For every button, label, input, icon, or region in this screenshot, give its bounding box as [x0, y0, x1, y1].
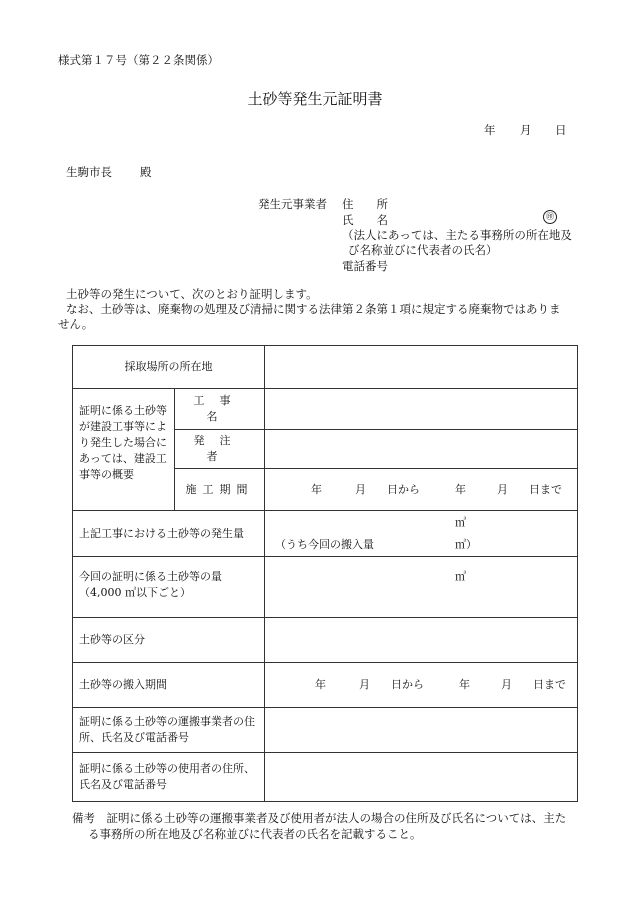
- delivery-period-end-year: 年: [459, 678, 470, 691]
- collection-site-field[interactable]: [265, 346, 578, 389]
- date-year: 年: [484, 123, 496, 137]
- generated-amount-field[interactable]: [265, 511, 578, 557]
- certified-amount-line2: （4,000 ㎥以下ごと）: [79, 586, 191, 599]
- generated-amount-label: 上記工事における土砂等の発生量: [73, 511, 265, 557]
- delivery-period-month: 月: [359, 678, 370, 691]
- issuer-phone-label: 電話番号: [342, 259, 388, 273]
- issuer-name-label: 氏 名: [342, 213, 388, 227]
- work-period-year: 年: [311, 482, 322, 496]
- work-name-label: 工事名: [175, 389, 265, 430]
- work-name-field[interactable]: [265, 389, 578, 430]
- delivery-period-until: 日まで: [533, 678, 566, 691]
- addressee-name: 生駒市長: [66, 165, 112, 179]
- body-line2: なお、土砂等は、廃棄物の処理及び清掃に関する法律第２条第１項に規定する廃棄物ではありま: [66, 302, 561, 316]
- classification-label: 土砂等の区分: [73, 618, 265, 663]
- seal-mark: ㊞: [543, 210, 557, 224]
- certified-amount-field[interactable]: [265, 557, 578, 618]
- delivery-period-field[interactable]: [265, 663, 578, 708]
- certificate-table: [72, 345, 578, 802]
- remarks-line1: 備考 証明に係る土砂等の運搬事業者及び使用者が法人の場合の住所及び氏名については、主た: [72, 811, 567, 825]
- transporter-field[interactable]: [265, 708, 578, 753]
- user-field[interactable]: [265, 753, 578, 802]
- issuer-address-label: 住 所: [342, 197, 388, 211]
- date-day: 日: [555, 123, 567, 137]
- addressee-suffix: 殿: [140, 165, 152, 179]
- document-title: 土砂等発生元証明書: [247, 90, 383, 108]
- delivery-period-year: 年: [315, 678, 326, 691]
- work-period-until: 日まで: [529, 482, 562, 496]
- work-period-end-month: 月: [497, 482, 508, 496]
- classification-field[interactable]: [265, 618, 578, 663]
- this-time-amount-close: ㎥）: [455, 538, 477, 551]
- work-period-month: 月: [355, 482, 366, 496]
- work-period-end-year: 年: [455, 482, 466, 496]
- addressee: [66, 164, 152, 180]
- date-month: 月: [520, 123, 532, 137]
- work-period-from: 日から: [387, 482, 420, 496]
- remarks-line2: る事務所の所在地及び名称並びに代表者の氏名を記載すること。: [88, 827, 422, 841]
- certified-amount-unit: ㎥: [455, 570, 466, 583]
- work-period-label: 施工期間: [175, 469, 265, 511]
- this-time-amount-open: （うち今回の搬入量: [275, 538, 374, 551]
- delivery-period-end-month: 月: [501, 678, 512, 691]
- body-line3: せん。: [58, 317, 94, 331]
- transporter-label: 証明に係る土砂等の運搬事業者の住所、氏名及び電話番号: [73, 708, 265, 753]
- user-label: 証明に係る土砂等の使用者の住所、氏名及び電話番号: [73, 753, 265, 802]
- certified-amount-label: [73, 557, 265, 618]
- form-number: 様式第１７号（第２２条関係）: [58, 53, 219, 67]
- work-period-field[interactable]: [265, 469, 578, 511]
- issuer-note-line1: （法人にあっては、主たる事務所の所在地及: [342, 228, 572, 242]
- construction-overview-label: 証明に係る土砂等が建設工事等により発生した場合にあっては、建設工事等の概要: [73, 389, 175, 511]
- issuer-label: 発生元事業者: [258, 197, 327, 211]
- body-line1: 土砂等の発生について、次のとおり証明します。: [66, 287, 318, 301]
- generated-amount-unit: ㎥: [455, 516, 466, 529]
- delivery-period-from: 日から: [391, 678, 424, 691]
- orderer-field[interactable]: [265, 430, 578, 469]
- issuer-note-line2: び名称並びに代表者の氏名）: [348, 243, 498, 257]
- certified-amount-line1: 今回の証明に係る土砂等の量: [79, 570, 222, 583]
- orderer-label: 発注者: [175, 430, 265, 469]
- collection-site-label: 採取場所の所在地: [73, 346, 265, 389]
- delivery-period-label: 土砂等の搬入期間: [73, 663, 265, 708]
